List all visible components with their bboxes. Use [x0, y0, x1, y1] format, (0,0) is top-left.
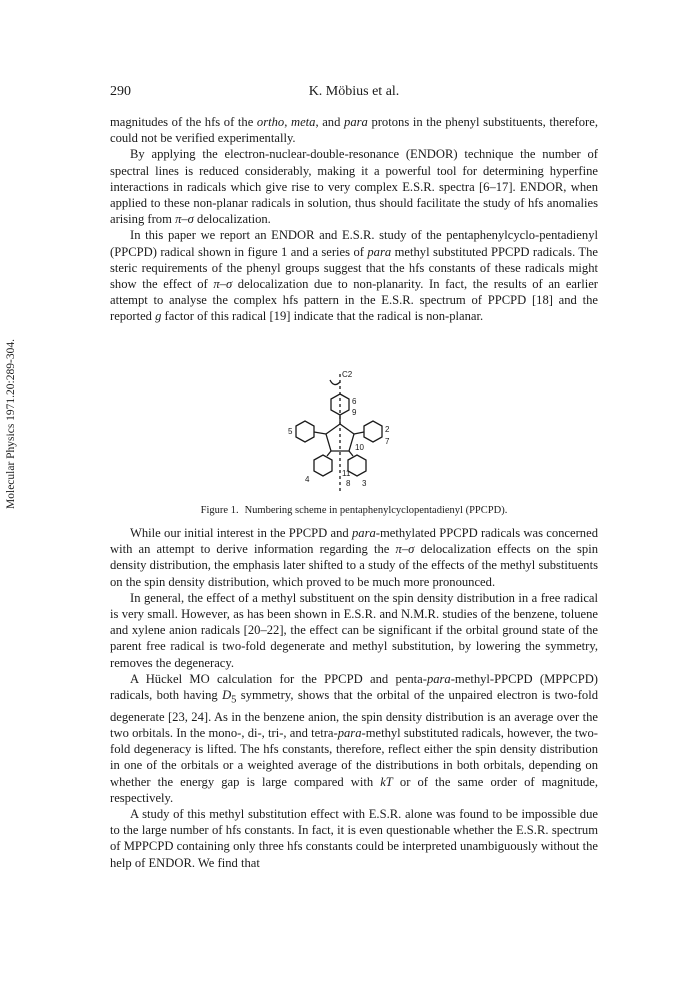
side-citation-text: Molecular Physics 1971.20:289-304. [5, 339, 17, 509]
page-number: 290 [110, 84, 131, 99]
page-header [110, 84, 598, 104]
position-label-5: 5 [288, 427, 293, 436]
phenyl-ring-right [364, 421, 382, 442]
paragraph: In general, the effect of a methyl substituent on the spin density distribution in a free radical is very small. However, as has been shown in E.S.R. and N.M.R. studies of the benzene, toluene and xylene anion radicals [20–22], the effect can be significant if the orbital ground state of the parent free radical is two-fold degenerate and methyl substitution, by lowering the symmetry, removes the degeneracy. [110, 590, 598, 670]
figure-caption-text: Numbering scheme in pentaphenylcyclopentadienyl (PPCPD). [244, 505, 508, 516]
position-label-9: 9 [352, 408, 357, 417]
paragraph: A Hückel MO calculation for the PPCPD and penta-para-methyl-PPCPD (MPPCPD) radicals, both having $D_5$ symmetry, shows that the orbital of the unpaired electron is two-fold degenerate [23, 24]. As in the benzene anion, the spin density distribution is an average over the two orbitals. In the mono-, di-, tri-, and tetra-para-methyl substituted radicals, however, the two-fold degeneracy is lifted. The hfs constants, therefore, reflect either the spin density distribution in one of the orbitals or a weighted average of the distributions in both orbitals, depending on whether the energy gap is large compared with kT or of the same order of magnitude, respectively. [110, 671, 599, 805]
position-label-10: 10 [355, 443, 364, 452]
paragraph: While our initial interest in the PPCPD and para-methylated PPCPD radicals was concerned with an attempt to derive information regarding the π–σ delocalization effects on the spin density distribution, the emphasis later shifted to a study of the effects of the methyl substituents on the spin density distribution, which proved to be much more pronounced. [110, 526, 598, 589]
figure-label: Figure 1. [200, 505, 239, 516]
position-label-2: 2 [385, 425, 390, 434]
phenyl-ring-left [296, 421, 314, 442]
paragraph: By applying the electron-nuclear-double-resonance (ENDOR) technique the number of spectral lines is reduced considerably, making it a powerful tool for determining hyperfine interactions in radicals which give rise to very complex E.S.R. spectra [6–17]. ENDOR, when applied to these non-planar radicals in solution, thus should facilitate the study of hfs anomalies arising from π–σ delocalization. [110, 147, 598, 227]
molecule-figure [272, 368, 402, 500]
position-label-4: 4 [305, 475, 310, 484]
position-label-6: 6 [352, 397, 357, 406]
position-label-11: 11 [342, 469, 351, 478]
position-label-7: 7 [385, 437, 390, 446]
body-text-bottom [110, 525, 598, 871]
phenyl-ring-lower-right [348, 455, 366, 476]
paragraph: magnitudes of the hfs of the ortho, meta, and para protons in the phenyl substituents, therefore, could not be verified experimentally. [110, 115, 598, 146]
phenyl-ring-lower-left [314, 455, 332, 476]
side-citation [0, 268, 22, 580]
rotation-arrow-icon [330, 380, 340, 385]
position-label-3: 3 [362, 479, 367, 488]
figure-caption [110, 505, 598, 516]
body-text-top [110, 114, 598, 325]
paragraph: A study of this methyl substitution effect with E.S.R. alone was found to be impossible due to the large number of hfs constants. In fact, it is even questionable whether the E.S.R. spectrum of MPPCPD containing only three hfs constants could be interpreted unambiguously without the help of ENDOR. We find that [110, 806, 598, 870]
paragraph: In this paper we report an ENDOR and E.S.R. study of the pentaphenylcyclo-pentadienyl (PPCPD) radical shown in figure 1 and a series of para methyl substituted PPCPD radicals. The steric requirements of the phenyl groups suggest that the hfs constants of these radicals might show the effect of π–σ delocalization due to non-planarity. In fact, the results of an earlier attempt to analyse the complex hfs pattern in the E.S.R. spectrum of PPCPD [18] and the reported g factor of this radical [19] indicate that the radical is non-planar. [110, 228, 599, 324]
running-head: K. Möbius et al. [308, 84, 400, 99]
c2-axis-label: C2 [342, 370, 353, 379]
position-label-8: 8 [346, 479, 351, 488]
